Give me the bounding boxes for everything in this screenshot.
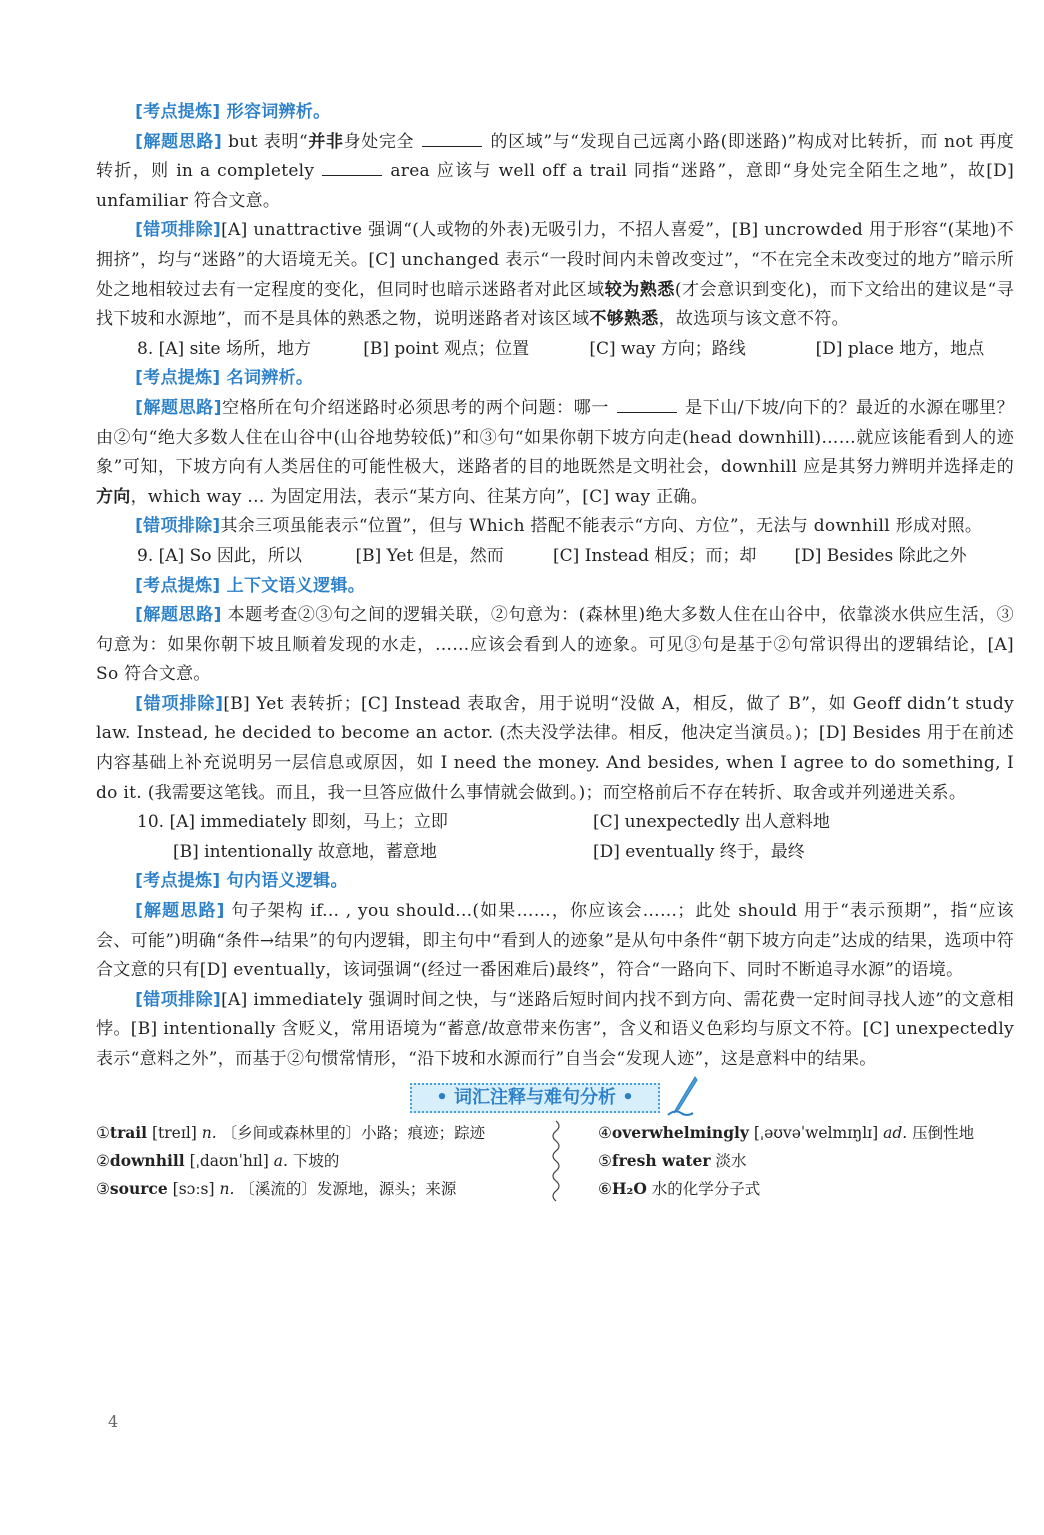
option-item: [B] intentionally 故意地，蓄意地: [173, 841, 437, 862]
option-item: [C] unexpectedly 出人意料地: [593, 812, 830, 833]
option-item: [D] Besides 除此之外: [794, 545, 967, 566]
paragraph: [96, 512, 1014, 542]
paragraph: [96, 572, 1014, 602]
vocab-definition: 压倒性地: [912, 1123, 975, 1142]
section-label: 形容词辨析。: [220, 102, 331, 122]
text-run: 方向: [96, 486, 131, 507]
paragraph: [96, 986, 1014, 1075]
section-label: [考点提炼]: [135, 102, 221, 122]
text-run: area 应该与 well off a trail 同指“迷路”，意即“身处完全陌生之地”，故[D] unfamiliar 符合文意。: [96, 161, 1014, 211]
text-run: 的区域”与“发现自己远离小路(即迷路)”构成对比转折，而 not 再度转折，则 in a completely: [96, 131, 1015, 182]
option-item: [D] place 地方，地点: [815, 338, 985, 359]
text-run: 并非: [307, 131, 344, 152]
section-label: [考点提炼]: [135, 871, 221, 892]
text-run: [B] Yet 表转折；[C] Instead 表取舍，用于说明“没做 A，相反，做了 B”，如 Geoff didn’t study law. Instead, he decided to become an actor. (杰夫没学法律。相反，他决定当演员。)；[D] Besides 用于在前述内容基础上补充说明另一层信息或原因，如 I need the money. And besides, when I agree to do something, I do it. (我需要这笔钱。而且，我一旦答应做什么事情就会做到。)；而空格前后不存在转折、取舍或并列递进关系。: [96, 693, 1014, 803]
vocab-item: [598, 1175, 1014, 1203]
section-label: [解题思路]: [135, 605, 222, 626]
vocab-number: ⑥: [598, 1179, 612, 1198]
vocab-phonetic: [sɔːs]: [172, 1179, 215, 1198]
vocab-definition: 〔乡间或森林里的〕小路；痕迹；踪迹: [221, 1123, 486, 1142]
vocab-number: ④: [598, 1123, 612, 1142]
vocab-pos: n.: [219, 1179, 235, 1198]
vocab-phonetic: [ˌəʊvəˈwelmɪŋlɪ]: [753, 1123, 879, 1142]
vocabulary-list: [96, 1119, 1014, 1209]
paragraph: [96, 394, 1014, 512]
section-banner: [410, 1083, 660, 1113]
vocab-number: ③: [96, 1179, 110, 1198]
vocab-pos: a.: [273, 1151, 288, 1170]
vocab-phonetic: [ˌdaʊnˈhɪl]: [189, 1151, 269, 1170]
option-item: 9. [A] So 因此，所以: [137, 545, 302, 566]
vocab-definition: 淡水: [715, 1151, 747, 1170]
question-10-options-row1: [96, 808, 1014, 838]
section-title: • 词汇注释与难句分析 •: [436, 1086, 634, 1108]
vocab-number: ⑤: [598, 1151, 612, 1170]
section-label: [错项排除]: [135, 693, 224, 714]
paragraph: [96, 601, 1014, 690]
text-run: 其余三项虽能表示“位置”，但与 Which 搭配不能表示“方向、方位”，无法与 downhill 形成对照。: [220, 516, 983, 537]
option-item: [B] Yet 但是，然而: [355, 545, 504, 566]
text-run: 本题考查②③句之间的逻辑关联，②句意为：(森林里)绝大多数人住在山谷中，依靠淡水供应生活，③句意为：如果你朝下坡且顺着发现的水走，……应该会看到人的迹象。可见③句是基于②句常识得出的逻辑结论，[A] So 符合文意。: [96, 605, 1014, 685]
text-run: 空格所在句介绍迷路时必须思考的两个问题：哪一: [221, 397, 609, 418]
text-run: 身处完全: [343, 131, 415, 152]
paragraph: [96, 690, 1014, 808]
vocab-word: downhill: [109, 1150, 185, 1170]
vocab-pos: n.: [201, 1123, 217, 1142]
vocab-definition: 水的化学分子式: [651, 1179, 761, 1198]
section-label: 句内语义逻辑。: [220, 871, 348, 892]
vocab-item: [96, 1175, 546, 1203]
text-run: (才会意识到变化)，而下文给出的建议是“寻找下坡和水源地”，而不是具体的熟悉之物，说明迷路者对该区域: [96, 279, 1014, 330]
text-run: 句子架构 if... , you should...(如果……，你应该会……；此处 should 用于“表示预期”，指“应该会、可能”)明确“条件→结果”的句内逻辑，即主句中“看到人的迹象”是从句中条件“朝下坡方向走”达成的结果，选项中符合文意的只有[D] eventually，该词强调“(经过一番困难后)最终”，符合“一路向下、同时不断追寻水源”的语境。: [96, 901, 1014, 981]
vocab-definition: 下坡的: [292, 1151, 340, 1170]
paragraph: [96, 867, 1014, 897]
answer-blank: [322, 161, 382, 176]
section-label: [解题思路]: [135, 131, 223, 152]
section-label: [错项排除]: [135, 516, 221, 537]
vocab-definition: 〔溪流的〕发源地，源头；来源: [239, 1179, 457, 1198]
wavy-divider: [546, 1119, 566, 1209]
vocab-item: [598, 1119, 1014, 1147]
option-item: [C] Instead 相反；而；却: [553, 545, 757, 566]
section-label: [错项排除]: [135, 220, 222, 241]
vocab-number: ①: [96, 1123, 110, 1142]
vocab-number: ②: [96, 1151, 110, 1170]
option-item: 10. [A] immediately 即刻，马上；立即: [137, 812, 448, 833]
vocab-phonetic: [treɪl]: [152, 1123, 197, 1142]
paragraph: [96, 897, 1014, 986]
paragraph: [96, 216, 1014, 334]
vocab-item: [96, 1119, 546, 1147]
question-10-options-row2: [96, 838, 1014, 868]
text-run: 是下山/下坡/向下的？最近的水源在哪里？由②句“绝大多数人住在山谷中(山谷地势较低)”和③句“如果你朝下坡方向走(head downhill)……就应该能看到人的迹象”可知，下坡方向有人类居住的可能性极大，迷路者的目的地既然是文明社会，downhill 应是其努力辨明并选择走的: [96, 397, 1014, 478]
page-content: [96, 98, 1014, 1209]
paragraph: [96, 128, 1014, 217]
vocab-word: trail: [109, 1122, 148, 1142]
text-run: [A] immediately 强调时间之快，与“迷路后短时间内找不到方向、需花费一定时间寻找人迹”的文意相悖。[B] intentionally 含贬义，常用语境为“蓄意/故意带来伤害”，含义和语义色彩均与原文不符。[C] unexpectedly 表示“意料之外”，而基于②句惯常情形，“沿下坡和水源而行”自当会“发现人迹”，这是意料中的结果。: [96, 989, 1014, 1069]
vocab-word: fresh water: [611, 1150, 711, 1170]
text-run: 不够熟悉: [589, 309, 659, 330]
section-label: [考点提炼]: [135, 368, 221, 389]
page-number: 4: [108, 1412, 119, 1431]
vocab-item: [96, 1147, 546, 1175]
text-run: ，故选项与该文意不符。: [658, 309, 849, 330]
paragraph: [96, 364, 1014, 394]
section-label: [解题思路]: [135, 901, 225, 922]
vocab-word: H₂O: [611, 1178, 647, 1198]
text-run: but 表明“: [222, 131, 308, 152]
answer-blank: [617, 398, 677, 413]
option-item: [D] eventually 终于，最终: [593, 841, 805, 862]
option-item: [B] point 观点；位置: [363, 338, 530, 359]
section-label: [考点提炼]: [135, 575, 221, 596]
vocab-pos: ad.: [883, 1123, 908, 1142]
section-label: [错项排除]: [135, 989, 222, 1010]
text-run: [A] unattractive 强调“(人或物的外表)无吸引力，不招人喜爱”，[B] uncrowded 用于形容“(某地)不拥挤”，均与“迷路”的大语境无关。[C] unchanged 表示“一段时间内未曾改变过”，“不在完全未改变过的地方”暗示所处之地相较过去有一定程度的变化，但同时也暗示迷路者对此区域: [96, 220, 1014, 300]
question-8-options: [96, 335, 1014, 365]
section-label: 上下文语义逻辑。: [220, 575, 366, 596]
text-run: ，which way ... 为固定用法，表示“某方向、往某方向”，[C] way 正确。: [130, 486, 708, 507]
text-run: 较为熟悉: [604, 279, 675, 300]
section-label: [解题思路]: [135, 397, 222, 418]
pen-icon: [665, 1075, 699, 1119]
answer-blank: [422, 132, 482, 147]
vocab-item: [598, 1147, 1014, 1175]
question-9-options: [96, 542, 1014, 572]
option-item: 8. [A] site 场所，地方: [137, 338, 312, 359]
option-item: [C] way 方向；路线: [589, 338, 746, 359]
paragraph: [96, 98, 1014, 128]
section-label: 名词辨析。: [220, 368, 314, 389]
vocab-word: source: [109, 1178, 168, 1198]
vocab-word: overwhelmingly: [611, 1122, 749, 1142]
